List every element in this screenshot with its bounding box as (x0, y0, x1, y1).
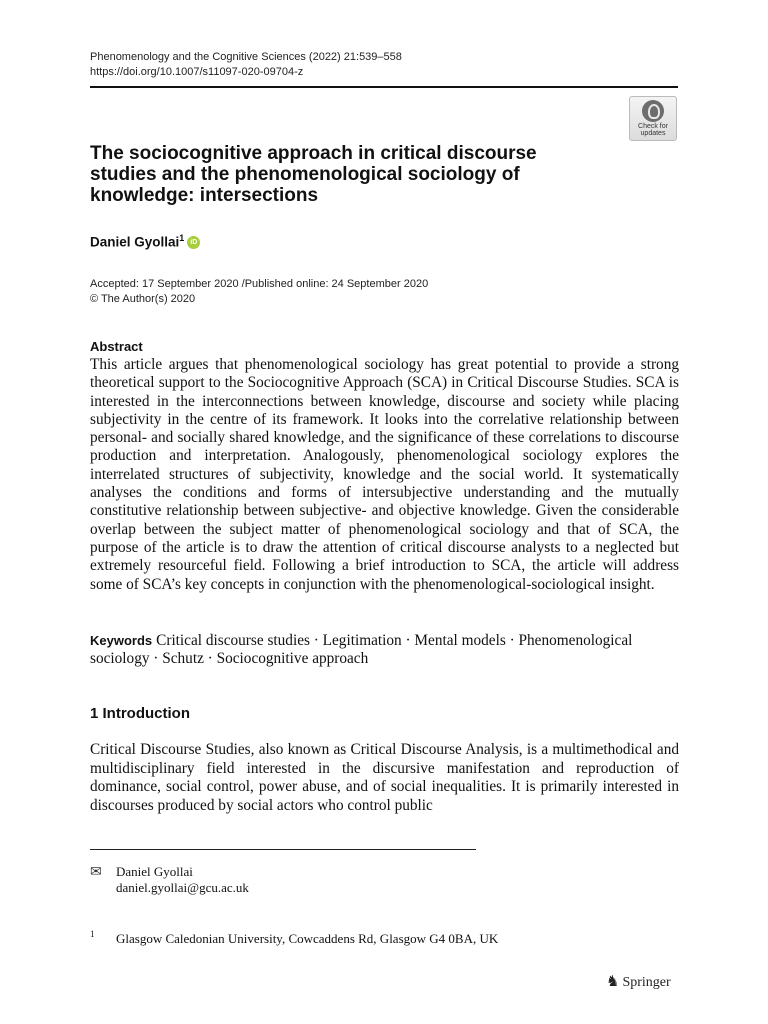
author-name[interactable]: Daniel Gyollai (90, 234, 180, 250)
keywords-label: Keywords (90, 633, 153, 648)
copyright-line: © The Author(s) 2020 (90, 293, 196, 305)
affiliation-marker: 1 (179, 233, 185, 243)
corresponding-author-email[interactable]: daniel.gyollai@gcu.ac.uk (116, 880, 249, 895)
article-title: The sociocognitive approach in critical discourse studies and the phenomenological sociology of knowledge: intersections (90, 143, 537, 206)
introduction-text: Critical Discourse Studies, also known as Critical Discourse Analysis, is a multimethodical and multidisciplinary field interested in the discursive manifestation and reproduction of dominance, social control, power abuse, and of social inequalities. It is primarily interested in discourses produced by social actors who control public (90, 741, 679, 814)
keywords-block (90, 632, 679, 669)
section-heading-introduction: 1 Introduction (90, 705, 190, 722)
affiliation-text: Glasgow Caledonian University, Cowcaddens Rd, Glasgow G4 0BA, UK (116, 931, 499, 946)
abstract-text: This article argues that phenomenological sociology has great potential to provide a strong theoretical support to the Sociocognitive Approach (SCA) in Critical Discourse Studies. SCA is interested in the interconnections between knowledge, discourse and society while placing subjectivity in the centre of its framework. It looks into the correlative relationship between personal- and socially shared knowledge, and the significance of these correlations to discourse production and interpretation. Analogously, phenomenological sociology explores the interrelated structures of subjectivity, knowledge and the social world. It systematically analyses the conditions and forms of intersubjective understanding and the mutually constitutive relationship between subjective- and objective knowledge. Given the considerable overlap between the subject matter of phenomenological sociology and that of SCA, the purpose of the article is to draw the attention of critical discourse analysts to a neglected but extremely resourceful field. Following a brief introduction to SCA, the article will address some of SCA’s key concepts in conjunction with the phenomenological-sociological insight. (90, 356, 679, 593)
crossmark-icon (642, 100, 664, 122)
author-line (90, 233, 200, 250)
corresponding-author-name: Daniel Gyollai (116, 864, 193, 879)
journal-citation: Phenomenology and the Cognitive Sciences (2022) 21:539–558 (90, 51, 402, 63)
publisher-logo (606, 972, 671, 991)
publication-dates (90, 277, 428, 307)
corresponding-author (116, 864, 249, 896)
publisher-name: Springer (622, 975, 671, 990)
doi-link[interactable]: https://doi.org/10.1007/s11097-020-09704-z (90, 66, 304, 78)
check-for-updates-label: Check for updates (638, 123, 668, 137)
orcid-icon[interactable]: iD (187, 236, 200, 249)
check-for-updates-badge[interactable] (629, 96, 677, 141)
accepted-date: Accepted: 17 September 2020 / (90, 278, 245, 290)
footnote-affiliation-marker: 1 (90, 929, 95, 939)
journal-header (90, 50, 402, 80)
abstract-heading: Abstract (90, 339, 143, 354)
header-rule (90, 86, 678, 88)
footnote-rule (90, 849, 476, 850)
envelope-icon: ✉ (90, 865, 102, 880)
published-date: Published online: 24 September 2020 (244, 278, 429, 290)
springer-horse-icon: ♞ (606, 974, 620, 990)
keywords-list: Critical discourse studies · Legitimation · Mental models · Phenomenological sociology · Schutz · Sociocognitive approach (90, 632, 633, 668)
